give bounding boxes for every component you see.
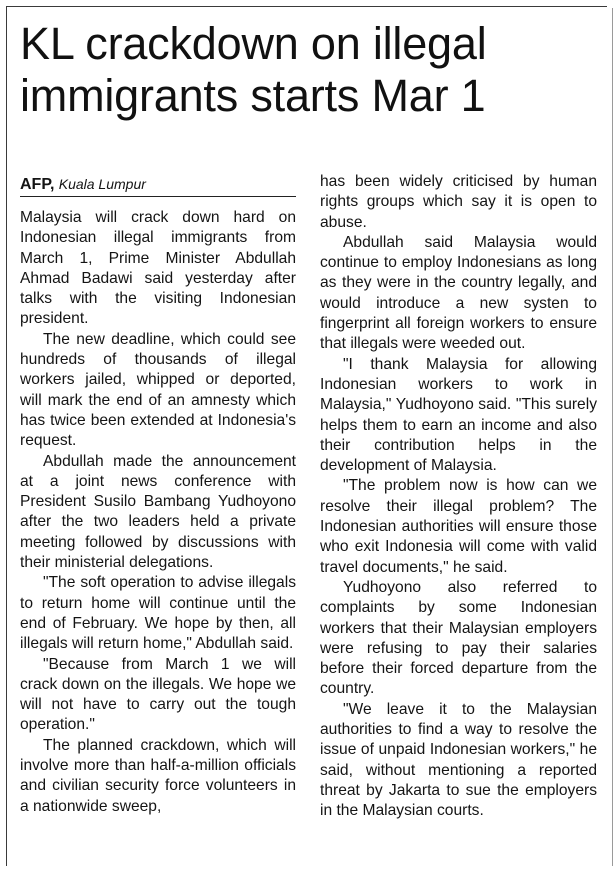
byline-agency: AFP, xyxy=(20,176,55,193)
paragraph: "We leave it to the Malaysian authorities to find a way to resolve the issue of unpaid Indonesian workers," he said, without mentioning a reported threat by Jakarta to sue the employers in the Malaysian courts. xyxy=(320,700,597,820)
paragraph: "Because from March 1 we will crack down on the illegals. We hope we will not have to carry out the tough operation." xyxy=(20,655,296,734)
paragraph: Abdullah said Malaysia would continue to employ Indonesians as long as they were in the country legally, and would introduce a new systen to fingerprint all foreign workers to ensure that illegals were weeded out. xyxy=(320,233,597,353)
clipping-right-edge xyxy=(612,8,613,866)
paragraph: "The soft operation to advise illegals to return home will continue until the end of February. We hope by then, all illegals will return home," Abdullah said. xyxy=(20,574,296,653)
headline: KL crackdown on illegal immigrants starts Mar 1 xyxy=(20,18,487,121)
paragraph: Abdullah made the announcement at a joint news conference with President Susilo Bambang Yudhoyono after the two leaders held a private meeting followed by discussions with their ministerial delegations. xyxy=(20,452,296,572)
byline-dateline: Kuala Lumpur xyxy=(58,176,146,192)
article-column-right xyxy=(320,172,597,822)
article-column-left xyxy=(20,172,296,817)
paragraph: "The problem now is how can we resolve their illegal problem? The Indonesian authorities will ensure those who exit Indonesia will come with valid travel documents," he said. xyxy=(320,477,597,576)
paragraph: Yudhoyono also referred to complaints by some Indonesian workers that their Malaysian employers were refusing to pay their salaries before their forced departure from the country. xyxy=(320,578,597,698)
paragraph: The planned crackdown, which will involve more than half-a-million officials and civilian security force volunteers in a nationwide sweep, xyxy=(20,736,296,815)
paragraph: Malaysia will crack down hard on Indonesian illegal immigrants from March 1, Prime Minister Abdullah Ahmad Badawi said yesterday after talks with the visiting Indonesian president. xyxy=(20,209,296,328)
paragraph: "I thank Malaysia for allowing Indonesian workers to work in Malaysia," Yudhoyono said. "This surely helps them to earn an income and also their contribution helps in the development of Malaysia. xyxy=(320,355,597,475)
byline xyxy=(20,172,296,197)
paragraph: The new deadline, which could see hundreds of thousands of illegal workers jailed, whipped or deported, will mark the end of an amnesty which has twice been extended at Indonesia's request. xyxy=(20,330,296,450)
paragraph-continued: has been widely criticised by human rights groups which say it is open to abuse. xyxy=(320,173,597,231)
